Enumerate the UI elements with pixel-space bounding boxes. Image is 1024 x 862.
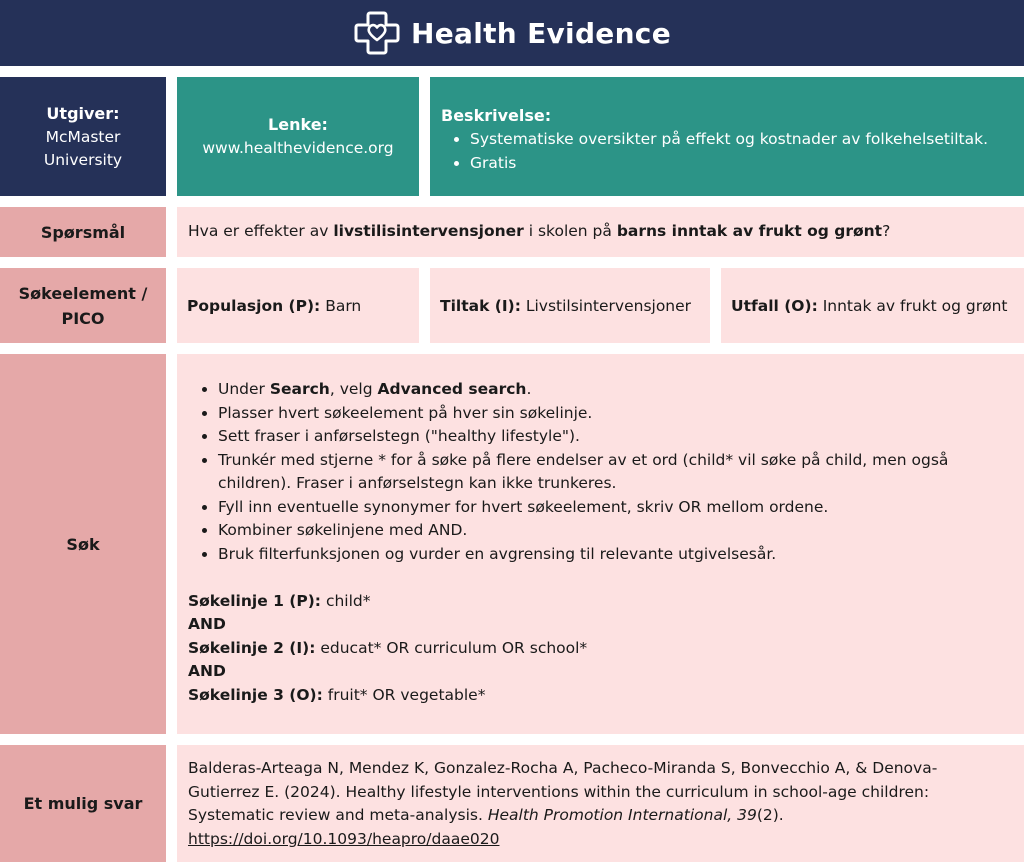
intervention-label: Tiltak (I):	[440, 296, 521, 315]
question-cell	[177, 207, 1024, 257]
page-title: Health Evidence	[410, 16, 671, 50]
outcome-value: Inntak av frukt og grønt	[817, 296, 1008, 315]
list-item: • Plasser hvert søkeelement på hver sin søkelinje.	[218, 402, 1024, 426]
question-keyword: barns inntak av frukt og grønt	[616, 222, 883, 241]
list-item: • Fyll inn eventuelle synonymer for hvert søkeelement, skriv OR mellom ordene.	[218, 496, 1024, 520]
journal-name: Health Promotion International, 39	[487, 806, 757, 824]
publisher-name-line2: University	[43, 151, 123, 169]
publisher-cell	[0, 77, 166, 196]
question-label-cell	[0, 207, 166, 257]
medical-cross-heart-icon	[353, 10, 401, 56]
list-item: • Under Search, velg Advanced search.	[218, 378, 1024, 402]
boolean-operator: AND	[188, 662, 226, 680]
search-instructions	[188, 378, 1024, 566]
question-keyword: livstilisintervensjoner	[333, 222, 524, 241]
publisher-name-line1: McMaster	[45, 127, 121, 146]
website-link[interactable]: www.healthevidence.org	[202, 139, 394, 158]
pico-label-cell	[0, 268, 166, 343]
search-line-3: Søkelinje 3 (O): fruit* OR vegetable*	[188, 685, 486, 704]
description-label: Beskrivelse:	[441, 106, 552, 125]
page-header	[0, 0, 1024, 66]
population-label: Populasjon (P):	[187, 296, 321, 315]
doi-link[interactable]: https://doi.org/10.1093/heapro/daae020	[188, 829, 500, 848]
population-value: Barn	[320, 296, 362, 315]
search-line-1: Søkelinje 1 (P): child*	[188, 591, 371, 610]
citation-line	[188, 828, 1024, 852]
question-label: Spørsmål	[40, 222, 126, 242]
pico-population-cell	[177, 268, 419, 343]
search-label-cell	[0, 354, 166, 734]
list-item: • Trunkér med stjerne * for å søke på flere endelser av et ord (child* vil søke på child, men også children). Fraser i anførselstegn kan ikke trunkeres.	[218, 449, 1024, 496]
search-cell	[177, 354, 1024, 734]
list-item: • Kombiner søkelinjene med AND.	[218, 519, 1024, 543]
citation-line: Systematic review and meta-analysis. Health Promotion International, 39(2).	[188, 806, 784, 824]
pico-outcome-cell	[721, 268, 1024, 343]
boolean-operator: AND	[188, 615, 226, 633]
question-text: Hva er effekter av livstilisintervensjoner i skolen på barns inntak av frukt og grønt?	[188, 222, 891, 241]
search-line-2: Søkelinje 2 (I): educat* OR curriculum OR school*	[188, 638, 588, 657]
citation-line: Balderas-Arteaga N, Mendez K, Gonzalez-Rocha A, Pacheco-Miranda S, Bonvecchio A, & Denova-	[188, 759, 938, 777]
link-label: Lenke:	[268, 115, 328, 135]
publisher-label: Utgiver:	[46, 103, 120, 123]
list-item: • Bruk filterfunksjonen og vurder en avgrensing til relevante utgivelsesår.	[218, 543, 1024, 567]
answer-label-cell	[0, 745, 166, 862]
pico-intervention-cell	[430, 268, 710, 343]
description-list	[441, 128, 1024, 175]
search-label: Søk	[66, 534, 100, 554]
pico-label-line2: PICO	[61, 308, 105, 328]
outcome-label: Utfall (O):	[731, 296, 818, 315]
link-cell	[177, 77, 419, 196]
pico-label-line1: Søkeelement /	[18, 283, 148, 303]
list-item: • Sett fraser i anførselstegn ("healthy lifestyle").	[218, 425, 1024, 449]
description-cell	[430, 77, 1024, 196]
answer-label: Et mulig svar	[23, 794, 143, 813]
list-item: • Gratis	[470, 152, 1024, 176]
list-item: • Systematiske oversikter på effekt og kostnader av folkehelsetiltak.	[470, 128, 1024, 152]
intervention-value: Livstilsintervensjoner	[520, 296, 692, 315]
answer-cell	[177, 745, 1024, 862]
citation-line: Gutierrez E. (2024). Healthy lifestyle interventions within the curriculum in school-age children:	[188, 782, 930, 801]
